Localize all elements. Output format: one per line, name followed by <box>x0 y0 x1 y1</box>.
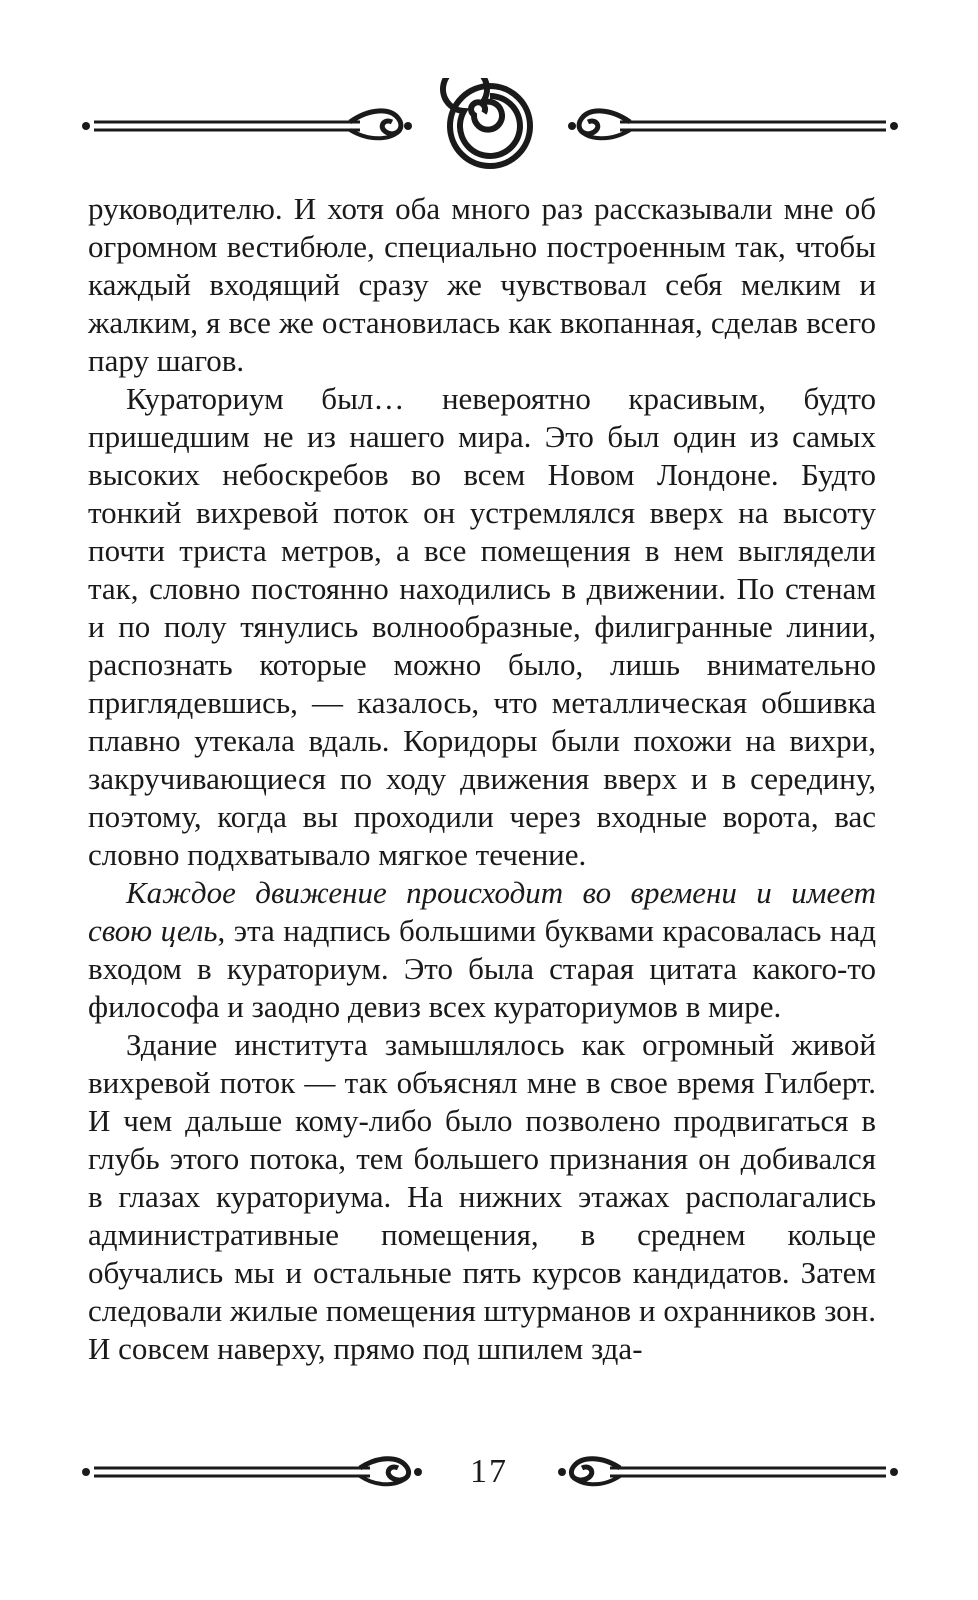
paragraph-4: Здание института замышлялось как огромный живой вихревой поток — так объяснял мне в свое время Гилберт. И чем дальше кому-либо было позволено продвигаться в глубь этого потока, тем большего признания он добивался в глазах кураториума. На нижних этажах располагались административные помещения, в среднем кольце обучались мы и остальные пять курсов кандидатов. Затем следовали жилые помещения штурманов и охранников зон. И совсем наверху, прямо под шпилем зда- <box>88 1027 876 1366</box>
paragraph-3 <box>88 874 876 1026</box>
top-ornament <box>80 78 900 174</box>
paragraph-1: руководителю. И хотя оба много раз рассказывали мне об огромном вестибюле, специально построенным так, чтобы каждый входящий сразу же чувствовал себя мелким и жалким, я все же остановилась как вкопанная, сделав всего пару шагов. <box>88 191 876 378</box>
main-text <box>88 190 876 1368</box>
epigraph-italic: Каждое движение происходит во времени и имеет свою цель <box>88 875 876 948</box>
page-number: 17 <box>470 1453 508 1490</box>
swirl-divider-icon <box>80 78 900 174</box>
paragraph-3-rest: , эта надпись большими буквами красовалась над входом в кураториум. Это была старая цитата какого-то философа и заодно девиз всех кураториумов в мире. <box>88 913 876 1024</box>
paragraph-2: Кураториум был… невероятно красивым, будто пришедшим не из нашего мира. Это был один из самых высоких небоскребов во всем Новом Лондоне. Будто тонкий вихревой поток он устремлялся вверх на высоту почти триста метров, а все помещения в нем выглядели так, словно постоянно находились в движении. По стенам и по полу тянулись волнообразные, филигранные линии, распознать которые можно было, лишь внимательно приглядевшись, — казалось, что металлическая обшивка плавно утекала вдаль. Коридоры были похожи на вихри, закручивающиеся по ходу движения вверх и в середину, поэтому, когда вы проходили через входные ворота, вас словно подхватывало мягкое течение. <box>88 381 876 872</box>
